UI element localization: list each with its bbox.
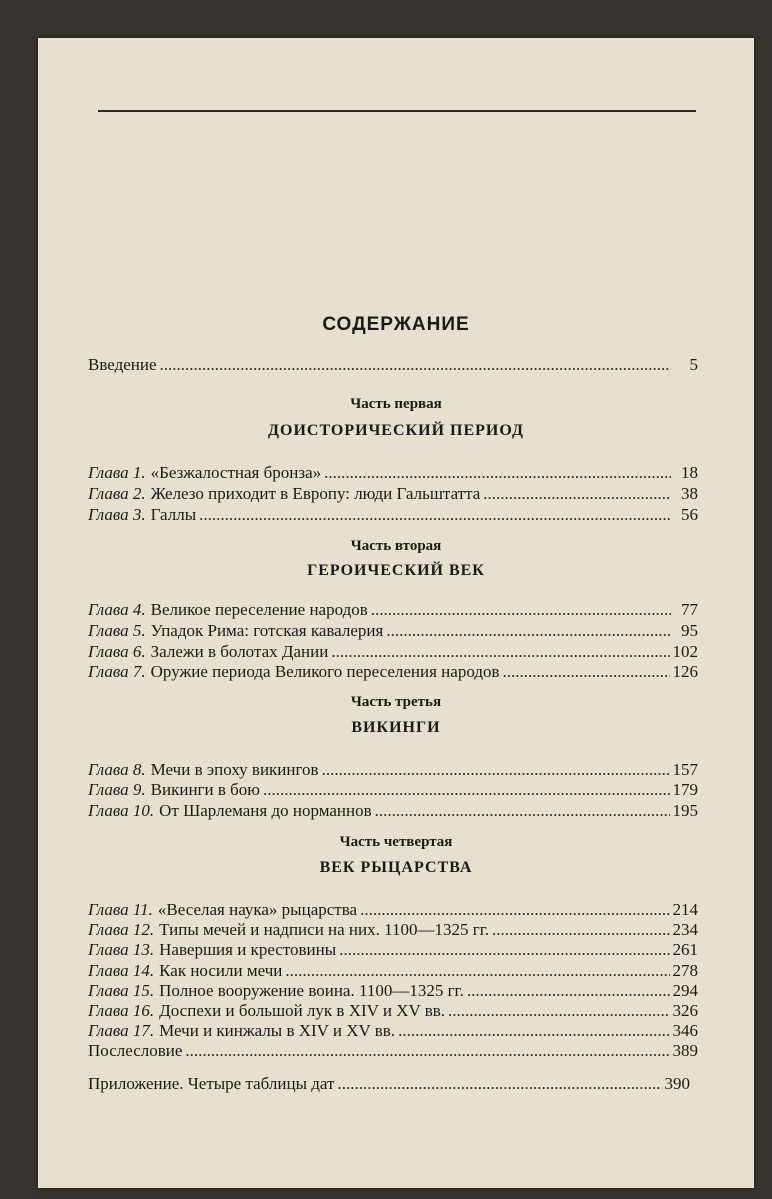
entry-title: «Безжалостная бронза» — [150, 463, 322, 482]
toc-entry-chapter — [88, 600, 698, 620]
toc-entry-chapter — [88, 505, 698, 525]
toc-entry-chapter — [88, 484, 698, 504]
chapter-label: Глава 10. — [88, 801, 155, 820]
entry-title: Залежи в болотах Дании — [150, 642, 329, 661]
part-label: Часть четвертая — [339, 834, 453, 850]
entry-title: Типы мечей и надписи на них. 1100—1325 гг. — [159, 920, 490, 939]
leader-dots — [322, 760, 670, 780]
entry-page: 38 — [681, 484, 698, 503]
chapter-label: Глава 16. — [88, 1001, 155, 1020]
entry-page: 346 — [672, 1021, 698, 1040]
part-label: Часть вторая — [350, 538, 442, 554]
chapter-label: Глава 12. — [88, 920, 155, 939]
chapter-label: Глава 3. — [88, 505, 146, 524]
chapter-label: Глава 14. — [88, 961, 155, 980]
entry-page: 95 — [681, 621, 698, 640]
leader-dots — [339, 940, 669, 960]
entry-title: Галлы — [150, 505, 197, 524]
toc-entry-chapter — [88, 920, 698, 940]
entry-title: Великое переселение народов — [150, 600, 368, 619]
toc-entry-afterword — [88, 1041, 698, 1061]
chapter-label: Глава 15. — [88, 981, 155, 1000]
toc-entry-chapter — [88, 1021, 698, 1041]
leader-dots — [467, 981, 670, 1001]
entry-title: Навершия и крестовины — [159, 940, 337, 959]
entry-page: 261 — [672, 940, 698, 959]
toc-entry-chapter — [88, 780, 698, 800]
chapter-label: Глава 8. — [88, 760, 146, 779]
toc-entry-appendix — [88, 1074, 690, 1094]
toc-entry-chapter — [88, 760, 698, 780]
part-title: ВИКИНГИ — [351, 719, 441, 736]
entry-page: 77 — [681, 600, 698, 619]
leader-dots — [448, 1001, 669, 1021]
leader-dots — [331, 642, 669, 662]
chapter-label: Глава 9. — [88, 780, 146, 799]
book-page — [38, 38, 754, 1188]
leader-dots — [360, 900, 669, 920]
part-title: ДОИСТОРИЧЕСКИЙ ПЕРИОД — [267, 422, 525, 439]
entry-title: От Шарлеманя до норманнов — [159, 801, 372, 820]
entry-title: Приложение. Четыре таблицы дат — [88, 1074, 335, 1093]
toc-entry-chapter — [88, 662, 698, 682]
chapter-label: Глава 17. — [88, 1021, 155, 1040]
leader-dots — [324, 463, 671, 483]
toc-entry-intro — [88, 355, 698, 375]
entry-page: 278 — [672, 961, 698, 980]
chapter-label: Глава 7. — [88, 662, 146, 681]
leader-dots — [185, 1041, 669, 1061]
toc-entry-chapter — [88, 621, 698, 641]
entry-page: 5 — [689, 355, 698, 374]
entry-title: Как носили мечи — [159, 961, 283, 980]
toc-heading: СОДЕРЖАНИЕ — [322, 314, 470, 335]
leader-dots — [199, 505, 671, 525]
chapter-label: Глава 4. — [88, 600, 146, 619]
entry-title: Викинги в бою — [150, 780, 260, 799]
entry-page: 389 — [672, 1041, 698, 1060]
part-label: Часть третья — [350, 694, 442, 710]
entry-title: Мечи в эпоху викингов — [150, 760, 319, 779]
entry-title: Полное вооружение воина. 1100—1325 гг. — [159, 981, 464, 1000]
entry-page: 18 — [681, 463, 698, 482]
entry-title: «Веселая наука» рыцарства — [157, 900, 358, 919]
entry-title: Введение — [88, 355, 157, 374]
leader-dots — [386, 621, 671, 641]
chapter-label: Глава 11. — [88, 900, 153, 919]
toc-entry-chapter — [88, 642, 698, 662]
chapter-label: Глава 1. — [88, 463, 146, 482]
entry-title: Оружие периода Великого переселения народов — [150, 662, 500, 681]
toc-entry-chapter — [88, 961, 698, 981]
part-title: ВЕК РЫЦАРСТВА — [319, 859, 473, 876]
entry-title: Мечи и кинжалы в XIV и XV вв. — [159, 1021, 396, 1040]
toc-entry-chapter — [88, 981, 698, 1001]
leader-dots — [398, 1021, 669, 1041]
entry-page: 390 — [664, 1074, 690, 1093]
leader-dots — [337, 1074, 661, 1094]
leader-dots — [503, 662, 670, 682]
entry-page: 294 — [672, 981, 698, 1000]
leader-dots — [483, 484, 671, 504]
toc-entry-chapter — [88, 940, 698, 960]
leader-dots — [285, 961, 669, 981]
leader-dots — [375, 801, 670, 821]
entry-title: Послесловие — [88, 1041, 183, 1060]
entry-page: 326 — [672, 1001, 698, 1020]
chapter-label: Глава 6. — [88, 642, 146, 661]
top-rule — [98, 110, 696, 112]
entry-page: 157 — [672, 760, 698, 779]
entry-page: 195 — [672, 801, 698, 820]
entry-page: 214 — [672, 900, 698, 919]
leader-dots — [160, 355, 671, 375]
entry-page: 126 — [672, 662, 698, 681]
toc-entry-chapter — [88, 900, 698, 920]
entry-page: 234 — [672, 920, 698, 939]
leader-dots — [492, 920, 669, 940]
toc-entry-chapter — [88, 801, 698, 821]
entry-page: 102 — [672, 642, 698, 661]
entry-title: Упадок Рима: готская кавалерия — [150, 621, 384, 640]
leader-dots — [371, 600, 671, 620]
entry-page: 56 — [681, 505, 698, 524]
entry-title: Железо приходит в Европу: люди Гальштатта — [150, 484, 481, 503]
leader-dots — [263, 780, 670, 800]
chapter-label: Глава 5. — [88, 621, 146, 640]
toc-entry-chapter — [88, 463, 698, 483]
chapter-label: Глава 2. — [88, 484, 146, 503]
entry-title: Доспехи и большой лук в XIV и XV вв. — [159, 1001, 446, 1020]
part-title: ГЕРОИЧЕСКИЙ ВЕК — [307, 562, 485, 579]
entry-page: 179 — [672, 780, 698, 799]
chapter-label: Глава 13. — [88, 940, 155, 959]
part-label: Часть первая — [350, 396, 442, 412]
toc-entry-chapter — [88, 1001, 698, 1021]
